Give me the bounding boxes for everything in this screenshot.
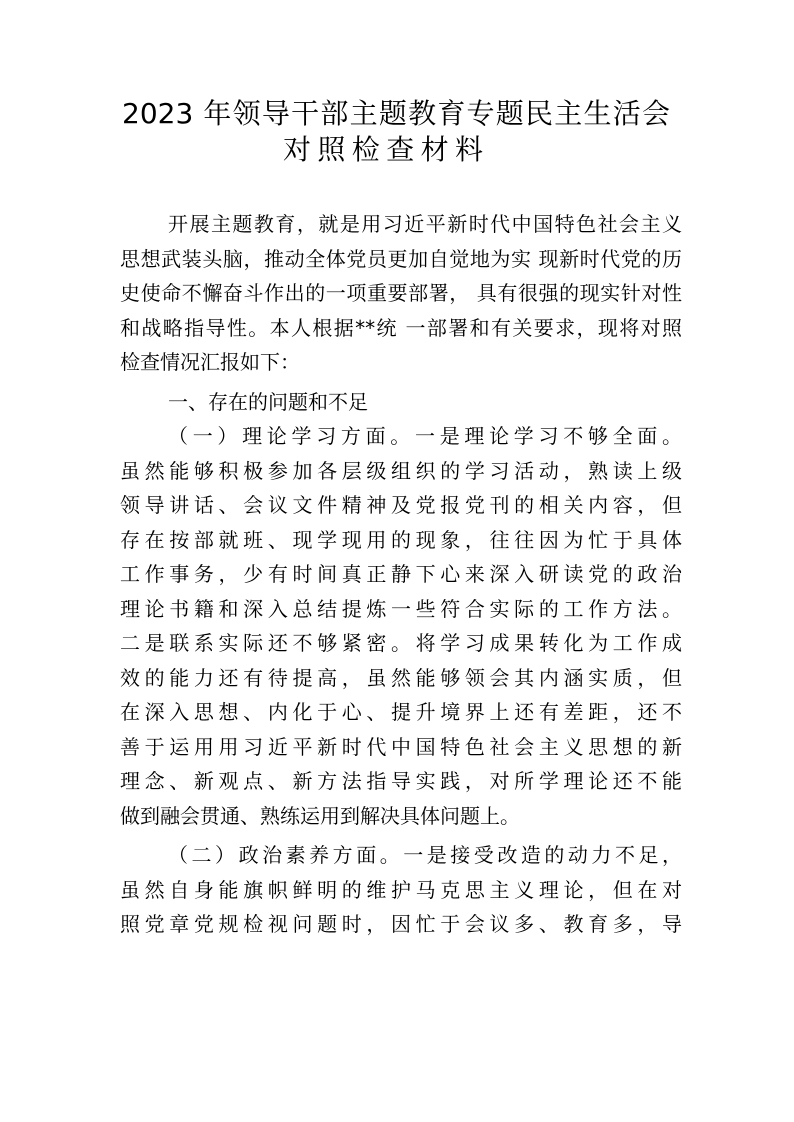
- text-line: 做到融会贯通、熟练运用到解决具体问题上。: [120, 803, 520, 828]
- document-body: [120, 207, 682, 942]
- text-line: 虽然能够积极参加各层级组织的学习活动，熟读上级: [120, 458, 682, 483]
- text-line: 检查情况汇报如下：: [120, 350, 300, 374]
- text-line: 和战略指导性。本人根据**统 一部署和有关要求，现将对照: [120, 315, 682, 340]
- text-line: （一）理论学习方面。一是理论学习不够全面。: [168, 424, 682, 448]
- section-heading: [120, 385, 682, 420]
- text-line: 开展主题教育，就是用习近平新时代中国特色社会主义: [168, 212, 682, 236]
- text-line: 理论书籍和深入总结提炼一些符合实际的工作方法。: [120, 596, 682, 621]
- section-heading-text: 一、存在的问题和不足: [168, 389, 368, 414]
- text-line: （二）政治素养方面。一是接受改造的动力不足，: [168, 843, 682, 867]
- text-line: 虽然自身能旗帜鲜明的维护马克思主义理论，但在对: [120, 877, 682, 902]
- text-line: 存在按部就班、现学现用的现象，往往因为忙于具体: [120, 527, 682, 552]
- text-line: 二是联系实际还不够紧密。将学习成果转化为工作成: [120, 631, 682, 655]
- text-line: 领导讲话、会议文件精神及党报党刊的相关内容，但: [120, 493, 682, 517]
- text-line: 在深入思想、内化于心、提升境界上还有差距，还不: [120, 700, 682, 724]
- document-title-line-2: 对照检查材料: [283, 133, 483, 166]
- paragraph-intro: [120, 207, 682, 380]
- document-title-line-1: 2023 年领导干部主题教育专题民主生活会: [122, 97, 670, 130]
- text-line: 善于运用用习近平新时代中国特色社会主义思想的新: [120, 734, 682, 759]
- text-line: 照党章党规检视问题时，因忙于会议多、教育多，导: [120, 912, 682, 936]
- text-line: 理念、新观点、新方法指导实践，对所学理论还不能: [120, 769, 682, 793]
- text-line: 史使命不懈奋斗作出的一项重要部署， 具有很强的现实针对性: [120, 281, 682, 305]
- text-line: 思想武装头脑，推动全体党员更加自觉地为实 现新时代党的历: [120, 246, 682, 271]
- paragraph-theory-study: [120, 419, 682, 833]
- text-line: 工作事务，少有时间真正静下心来深入研读党的政治: [120, 562, 682, 586]
- paragraph-political-quality: [120, 838, 682, 942]
- text-line: 效的能力还有待提高，虽然能够领会其内涵实质，但: [120, 665, 682, 690]
